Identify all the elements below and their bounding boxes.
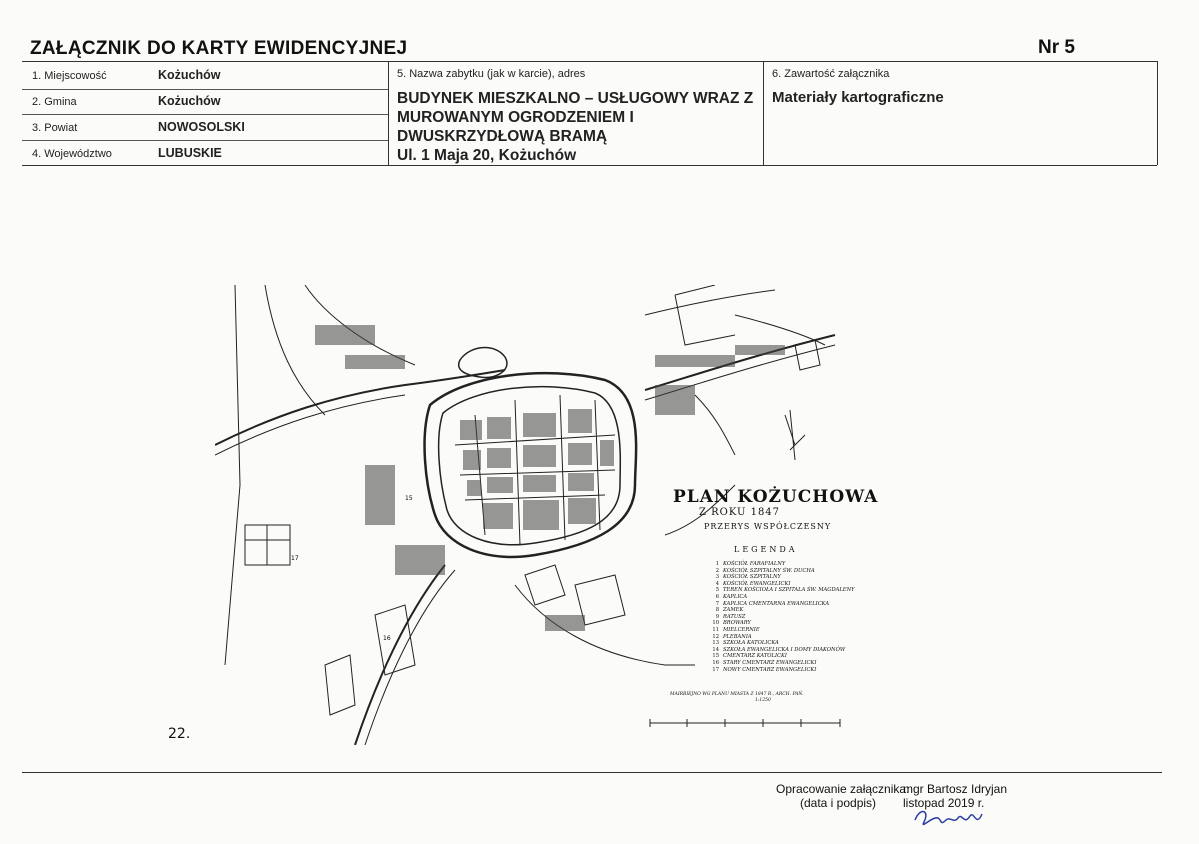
commune-label: 2. Gmina [32,96,77,108]
handwritten-number: 22. [168,726,191,742]
row-divider-3 [22,140,388,141]
legend-item: 1 KOŚCIÓŁ FARAFIALNY [715,561,786,567]
legend-item: 3 KOŚCIÓŁ SZPITALNY [715,574,781,581]
author-name: mgr Bartosz Idryjan [903,782,1008,796]
legend-item: 12 PLEBANIA [712,633,752,640]
plan-subtitle: Z ROKU 1847 [699,507,781,518]
legend-item: 15 CMENTARZ KATOLICKI [712,653,787,660]
legend-item: 16 STARY CMENTARZ EWANGELICKI [712,659,817,666]
table-divider-1 [388,61,389,165]
commune-value: Kożuchów [158,94,221,108]
monument-name: BUDYNEK MIESZKALNO – USŁUGOWY WRAZ Z MUROWANYM OGRODZENIEM I DWUSKRZYDŁOWĄ BRAMĄ [397,90,754,145]
footer-divider [22,772,1162,773]
legend-item: 5 TEREN KOŚCIOŁA I SZPITALA ŚW. MAGDALENY [715,587,855,594]
county-label: 3. Powiat [32,122,78,134]
table-top-border [22,61,1157,62]
table-right-border [1157,61,1158,165]
contents-label: 6. Zawartość załącznika [772,68,890,80]
plan-title: PLAN KOŻUCHOWA [673,487,879,507]
legend-item: 11 MIELCERNIE [712,626,760,633]
document-title: ZAŁĄCZNIK DO KARTY EWIDENCYJNEJ [30,38,408,59]
row-divider-2 [22,114,388,115]
legend-item: 10 BROWARY [712,620,751,627]
monument-address: Ul. 1 Maja 20, Kożuchów [397,147,577,164]
prepared-sublabel: (data i podpis) [800,796,877,810]
legend-item: 13 SZKOŁA KATOLICKA [712,640,779,647]
map-source-note: MAIRBIEJNO WG PLANU MIASTA Z 1847 R., ARCH. PAŃ. 1:1250 [670,692,804,703]
contents-value: Materiały kartograficzne [772,89,944,106]
attachment-number: Nr 5 [1038,37,1075,58]
legend-item: 2 KOŚCIÓŁ SZPITALNY ŚW. DUCHA [715,567,815,574]
voivodeship-label: 4. Województwo [32,148,112,160]
map-label-17: 17 [291,555,299,562]
legend-item: 9 RATUSZ [715,613,746,620]
preparation-date: listopad 2019 r. [903,796,985,810]
legend-item: 8 ZAMEK [715,607,744,614]
legend-item: 14 SZKOŁA EWANGELICKA I DOMY DIAKONÓW [712,646,846,653]
legend-list [705,561,855,673]
signature [910,802,990,832]
legend-item: 17 NOWY CMENTARZ EWANGELICKI [712,666,817,673]
prepared-label: Opracowanie załącznika: [776,782,910,796]
legend-item: 6 KAPLICA [715,593,748,600]
map-label-16: 16 [383,635,391,642]
voivodeship-value: LUBUSKIE [158,146,222,160]
locality-value: Kożuchów [158,68,221,82]
table-bottom-border [22,165,1157,166]
legend-item: 7 KAPLICA CMENTARNA EWANGELICKA [715,600,830,607]
map-label-15: 15 [405,495,413,502]
plan-subtitle-2: PRZERYS WSPÓŁCZESNY [704,522,832,531]
legend-item: 4 KOŚCIÓŁ EWANGELICKI [715,580,791,587]
legend-title: LEGENDA [734,545,798,554]
monument-label: 5. Nazwa zabytku (jak w karcie), adres [397,68,586,80]
locality-label: 1. Miejscowość [32,70,107,82]
table-divider-2 [763,61,764,165]
county-value: NOWOSOLSKI [158,120,245,134]
row-divider-1 [22,89,388,90]
